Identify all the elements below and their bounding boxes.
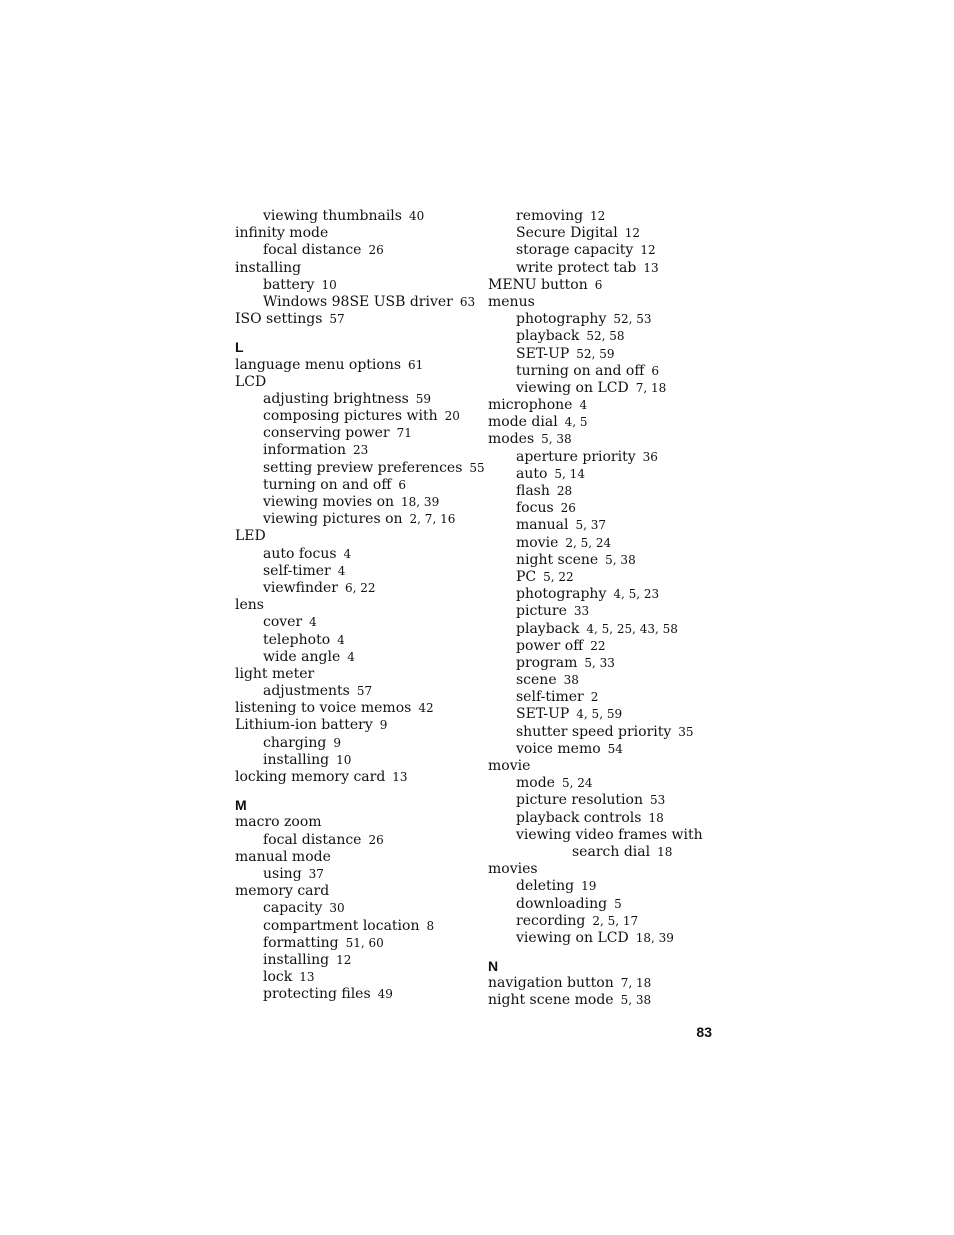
index-term: focus (516, 500, 554, 517)
index-page-refs: 4, 5, 23 (613, 587, 660, 602)
index-entry (488, 861, 718, 878)
index-page-refs: 4 (337, 563, 346, 578)
index-subentry (488, 260, 718, 277)
index-page-refs: 51, 60 (345, 935, 384, 950)
index-entry (488, 277, 718, 294)
index-term: menus (488, 293, 535, 310)
index-page-refs: 5, 38 (605, 552, 636, 567)
index-term: power off (516, 637, 584, 654)
index-term: auto focus (263, 545, 337, 562)
index-term: LCD (235, 373, 267, 390)
index-term: compartment location (263, 917, 420, 934)
index-subentry (235, 391, 475, 408)
index-term: downloading (516, 895, 608, 912)
index-term: capacity (263, 900, 323, 917)
index-entry (235, 528, 475, 545)
index-subentry (235, 918, 475, 935)
index-column-left (235, 208, 485, 1003)
index-entry (235, 849, 475, 866)
index-subentry (235, 752, 475, 769)
index-page-refs: 20 (444, 409, 460, 424)
index-subentry (488, 363, 718, 380)
index-term: self-timer (516, 689, 584, 706)
index-term: SET-UP (516, 345, 570, 362)
index-page-refs: 5 (614, 896, 622, 911)
index-term: playback (516, 620, 580, 637)
index-page-refs: 4 (337, 632, 345, 647)
index-page-refs: 63 (459, 294, 476, 309)
index-subentry (235, 832, 475, 849)
index-subentry (488, 500, 718, 517)
index-page-refs: 30 (329, 901, 345, 916)
index-subentry (235, 294, 475, 311)
index-subentry (488, 810, 718, 827)
index-page-refs: 19 (581, 879, 597, 894)
index-page-refs: 57 (329, 312, 345, 327)
index-page-refs: 13 (392, 770, 408, 784)
index-term: night scene (516, 551, 599, 568)
index-page-refs: 61 (408, 357, 424, 372)
index-term: voice memo (516, 740, 601, 757)
index-subentry (488, 913, 718, 930)
index-subentry (488, 380, 718, 397)
index-subentry (488, 741, 718, 758)
index-term: night scene mode (488, 992, 614, 1009)
index-page-refs: 26 (368, 243, 384, 258)
index-term: LED (235, 528, 266, 545)
index-subentry (488, 552, 718, 569)
index-page-refs: 55 (469, 460, 485, 475)
index-subentry (488, 827, 718, 844)
index-page-refs: 18, 39 (635, 930, 674, 945)
index-term: picture (516, 603, 567, 620)
index-page-refs: 7, 18 (635, 380, 667, 395)
index-page-refs: 49 (377, 987, 393, 1002)
index-page-refs: 12 (336, 952, 352, 967)
index-page-refs: 33 (573, 604, 590, 619)
index-subentry (488, 706, 718, 723)
index-term: self-timer (263, 562, 331, 579)
index-entry (235, 311, 475, 328)
index-page-refs: 13 (299, 970, 315, 985)
index-term: viewing on LCD (516, 929, 629, 946)
index-subentry (488, 208, 718, 225)
index-subentry (488, 621, 718, 638)
index-page-refs: 38 (563, 673, 579, 688)
index-entry (488, 758, 718, 775)
index-page-refs: 40 (408, 209, 425, 223)
index-page-refs: 36 (642, 449, 658, 464)
index-subentry (235, 442, 475, 459)
page-number: 83 (696, 1024, 712, 1040)
index-subentry (235, 425, 475, 442)
index-term: adjustments (263, 683, 350, 700)
index-subentry (488, 328, 718, 345)
index-page-refs: 12 (640, 243, 656, 258)
index-subentry (488, 517, 718, 534)
index-subentry (235, 632, 475, 649)
index-subentry (235, 952, 475, 969)
index-page-refs: 59 (415, 391, 432, 406)
index-page-refs: 23 (352, 443, 369, 458)
index-term: movie (488, 758, 531, 774)
index-subentry (488, 449, 718, 466)
index-entry (235, 814, 475, 831)
index-page-refs: 4 (309, 615, 317, 630)
index-term: adjusting brightness (263, 390, 409, 407)
index-subentry (488, 672, 718, 689)
index-term: mode dial (488, 414, 558, 431)
index-term: installing (235, 259, 302, 276)
index-entry (488, 992, 718, 1009)
index-page-refs: 26 (560, 501, 576, 516)
index-term: PC (516, 568, 537, 585)
index-page-refs: 12 (590, 209, 606, 223)
index-term: Lithium-ion battery (235, 717, 373, 734)
index-subentry (235, 866, 475, 883)
index-term: program (516, 654, 578, 671)
index-term: photography (516, 311, 607, 328)
index-subentry (488, 466, 718, 483)
index-term: focal distance (263, 831, 362, 848)
index-subentry (235, 969, 475, 986)
index-page-refs: 57 (356, 684, 373, 699)
index-term: ISO settings (235, 311, 323, 328)
index-entry (235, 769, 475, 786)
index-term: locking memory card (235, 769, 386, 785)
index-page-refs: 5, 38 (620, 993, 652, 1008)
index-term: movies (488, 861, 538, 878)
index-subentry (488, 689, 718, 706)
index-term: removing (516, 208, 584, 224)
index-term: lens (235, 597, 264, 614)
index-subentry (488, 724, 718, 741)
index-term: battery (263, 276, 315, 293)
index-term: listening to voice memos (235, 700, 412, 717)
index-term: viewing movies on (263, 494, 395, 510)
index-entry (235, 666, 475, 683)
index-subentry (235, 900, 475, 917)
index-entry (235, 357, 475, 374)
index-subentry (488, 311, 718, 328)
index-term: conserving power (263, 425, 390, 442)
index-term: playback (516, 328, 580, 345)
index-page-refs: 22 (590, 638, 606, 653)
index-page-refs: 5, 24 (561, 776, 593, 791)
index-page-refs: 12 (624, 226, 641, 241)
index-page-refs: 4, 5, 59 (576, 707, 623, 722)
index-term: installing (263, 951, 330, 968)
index-subentry (235, 459, 485, 477)
index-page-refs: 8 (426, 918, 435, 933)
index-subentry (235, 986, 475, 1003)
index-page-refs: 7, 18 (620, 976, 652, 991)
index-page-refs: 6 (398, 477, 406, 492)
index-term: playback controls (516, 809, 642, 826)
index-subentry (235, 546, 475, 563)
index-page-refs: 9 (333, 735, 341, 750)
index-letter-heading: M (235, 797, 247, 814)
index-subentry (235, 408, 475, 425)
index-term: Windows 98SE USB driver (263, 293, 453, 310)
index-subentry (488, 878, 718, 895)
index-page-refs: 4, 5 (564, 415, 588, 430)
index-subentry (235, 649, 475, 666)
index-term: turning on and off (516, 362, 645, 379)
index-term: flash (516, 483, 550, 499)
index-column-right (488, 208, 718, 1010)
index-subentry (488, 225, 718, 242)
index-term: mode (516, 775, 555, 792)
index-subentry (235, 935, 475, 952)
index-term: telephoto (263, 631, 331, 648)
index-term: SET-UP (516, 706, 570, 723)
index-term: viewing video frames with (516, 826, 703, 843)
index-entry (488, 431, 718, 448)
index-page-refs: 42 (418, 701, 434, 716)
index-term: movie (516, 534, 559, 551)
index-page-refs: 35 (678, 724, 694, 739)
index-subentry (488, 242, 718, 259)
index-term: focal distance (263, 242, 362, 259)
index-subentry (235, 614, 475, 631)
index-page-refs: 5, 38 (541, 432, 572, 447)
index-page-refs: 5, 22 (543, 569, 574, 584)
index-page-refs: 6, 22 (344, 580, 376, 595)
index-page-refs: 6 (651, 363, 659, 378)
index-term: write protect tab (516, 259, 637, 276)
index-page-refs: 53 (649, 793, 666, 808)
index-subentry (235, 494, 475, 511)
index-page-refs: 4 (347, 649, 355, 664)
index-page-refs: 2, 5, 24 (565, 535, 612, 550)
index-subentry (488, 896, 718, 913)
index-subentry (235, 511, 475, 528)
index-term: light meter (235, 665, 315, 682)
index-term: modes (488, 431, 535, 448)
index-page-refs: 5, 37 (575, 518, 607, 533)
index-entry (488, 294, 718, 311)
index-term: picture resolution (516, 792, 643, 809)
index-subentry (488, 655, 718, 672)
index-subentry (235, 242, 475, 259)
index-term: viewing thumbnails (263, 208, 402, 224)
index-term: MENU button (488, 276, 588, 293)
index-term: manual mode (235, 848, 331, 865)
index-subentry (488, 346, 718, 363)
index-subentry (488, 586, 718, 603)
index-term: turning on and off (263, 476, 392, 493)
index-page-refs: 18 (648, 810, 664, 825)
index-page-refs: 13 (643, 260, 659, 275)
index-term: charging (263, 734, 327, 751)
index-page-refs: 4 (343, 546, 352, 561)
index-term: infinity mode (235, 225, 329, 242)
index-subentry (488, 603, 718, 620)
index-term: shutter speed priority (516, 723, 672, 740)
index-term: wide angle (263, 648, 341, 665)
index-entry (235, 717, 475, 734)
index-page-refs: 5, 33 (584, 655, 615, 670)
index-page-refs: 52, 58 (586, 329, 625, 344)
index-term: search dial (572, 843, 651, 860)
index-subentry (488, 792, 718, 809)
index-entry (235, 883, 475, 900)
index-subentry (235, 735, 475, 752)
index-entry (235, 225, 475, 242)
index-term: viewfinder (263, 579, 338, 596)
index-term: Secure Digital (516, 225, 618, 242)
index-subentry (235, 580, 475, 597)
index-entry (235, 260, 475, 277)
index-letter-heading: N (488, 958, 499, 975)
index-term: formatting (263, 934, 339, 951)
index-term: macro zoom (235, 814, 322, 831)
index-term: viewing on LCD (516, 379, 629, 396)
index-page-refs: 52, 59 (576, 346, 615, 361)
index-subentry (235, 477, 475, 494)
index-subentry (488, 844, 718, 861)
index-page-refs: 52, 53 (613, 312, 652, 327)
index-term: photography (516, 586, 607, 603)
index-page-refs: 4, 5, 25, 43, 58 (586, 621, 678, 636)
index-page-refs: 28 (556, 484, 573, 498)
index-term: cover (263, 614, 303, 631)
index-entry (235, 374, 475, 391)
index-page-refs: 18, 39 (401, 495, 440, 509)
index-term: microphone (488, 397, 573, 414)
index-subentry (235, 563, 475, 580)
index-term: language menu options (235, 356, 402, 373)
index-term: manual (516, 517, 569, 534)
index-term: viewing pictures on (263, 511, 403, 528)
index-entry (235, 597, 475, 614)
index-letter-heading: L (235, 339, 244, 356)
index-subentry (488, 535, 718, 552)
index-term: setting preview preferences (263, 459, 463, 476)
index-subentry (235, 208, 475, 225)
index-term: installing (263, 751, 330, 768)
index-page-refs: 4 (579, 398, 588, 413)
index-page-refs: 10 (321, 277, 337, 292)
index-term: information (263, 442, 346, 459)
index-entry (488, 975, 718, 992)
index-page-refs: 71 (396, 426, 412, 441)
index-term: composing pictures with (263, 408, 438, 425)
index-page-refs: 54 (607, 741, 623, 756)
index-subentry (488, 775, 718, 792)
index-entry (488, 397, 718, 414)
index-term: scene (516, 672, 557, 689)
index-term: memory card (235, 883, 330, 900)
index-page-refs: 18 (657, 844, 673, 859)
index-term: deleting (516, 878, 575, 895)
index-term: using (263, 865, 302, 882)
index-entry (488, 414, 718, 431)
index-page-refs: 10 (336, 752, 352, 767)
index-subentry (235, 683, 475, 700)
index-term: auto (516, 465, 548, 482)
index-page-refs: 5, 14 (554, 466, 585, 481)
index-term: recording (516, 912, 586, 929)
index-subentry (488, 569, 718, 586)
index-term: protecting files (263, 986, 371, 1003)
index-subentry (488, 483, 718, 500)
index-subentry (488, 930, 718, 947)
index-term: navigation button (488, 975, 614, 992)
index-term: storage capacity (516, 242, 634, 259)
index-page-refs: 2, 7, 16 (409, 512, 456, 527)
index-subentry (488, 638, 718, 655)
index-page-refs: 9 (379, 718, 388, 733)
index-page-refs: 6 (594, 277, 603, 292)
index-term: aperture priority (516, 448, 636, 465)
index-entry (235, 700, 475, 717)
index-page-refs: 2, 5, 17 (592, 913, 639, 928)
index-page-refs: 37 (308, 866, 324, 881)
index-subentry (235, 277, 475, 294)
index-page-refs: 26 (368, 832, 384, 847)
index-term: lock (263, 969, 293, 986)
index-page-refs: 2 (590, 690, 599, 705)
